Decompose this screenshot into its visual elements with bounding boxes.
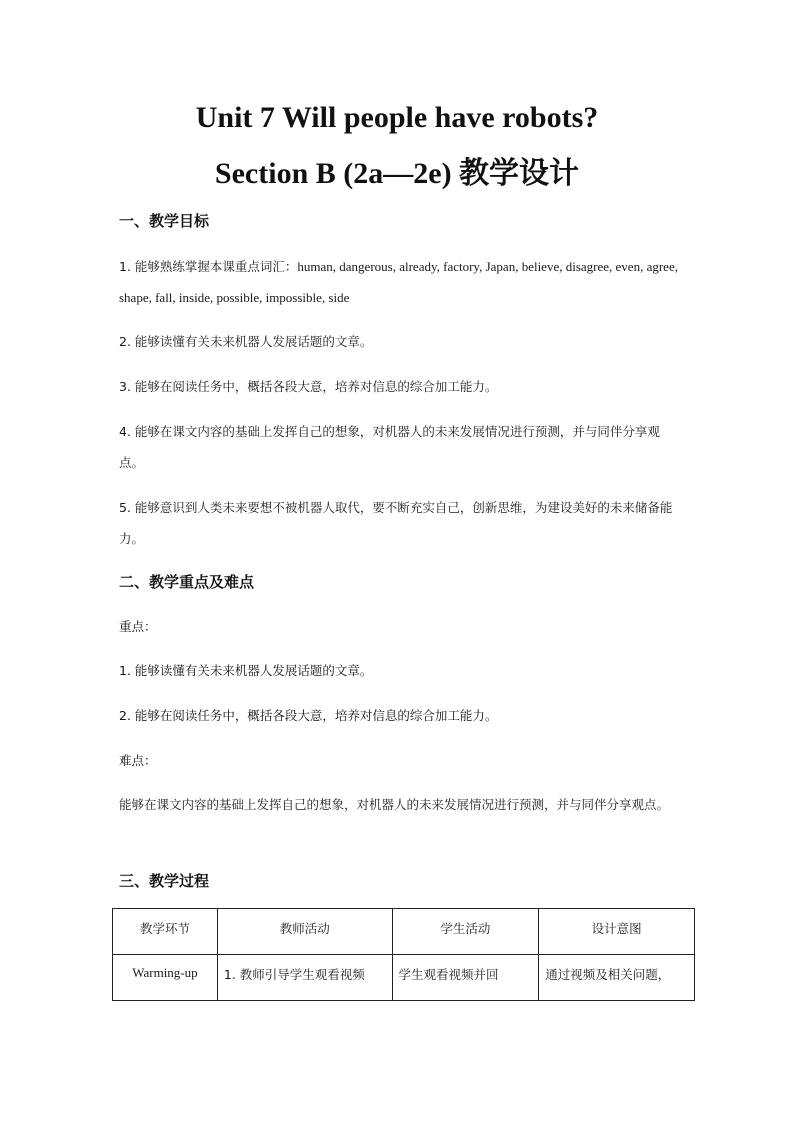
table-header-row: [113, 909, 695, 955]
objective-item-1-prefix: 1. 能够熟练掌握本课重点词汇：: [119, 259, 298, 274]
section-heading-process: 三、教学过程: [119, 872, 210, 890]
table-header-cell: 教学环节: [113, 909, 218, 955]
focus-label: 重点：: [119, 619, 157, 634]
objective-item-4: 4. 能够在课文内容的基础上发挥自己的想象，对机器人的未来发展情况进行预测，并与同伴分享观点。: [119, 424, 660, 470]
table-cell-student-activity: 学生观看视频并回: [392, 955, 539, 1001]
document-title: Unit 7 Will people have robots?: [195, 101, 599, 134]
teaching-process-table: [112, 908, 695, 1001]
section-heading-key-points: 二、教学重点及难点: [119, 573, 255, 591]
table-header-cell: 教师活动: [217, 909, 392, 955]
objective-item-3: 3. 能够在阅读任务中，概括各段大意，培养对信息的综合加工能力。: [119, 379, 498, 394]
table-row: [113, 955, 695, 1001]
table-cell-design-intent: 通过视频及相关问题，: [539, 955, 695, 1001]
table-header-cell: 学生活动: [392, 909, 539, 955]
objective-item-2: 2. 能够读懂有关未来机器人发展话题的文章。: [119, 334, 373, 349]
focus-item-1: 1. 能够读懂有关未来机器人发展话题的文章。: [119, 663, 373, 678]
difficulty-text: 能够在课文内容的基础上发挥自己的想象，对机器人的未来发展情况进行预测，并与同伴分享观点。: [119, 797, 670, 812]
objective-item-5: 5. 能够意识到人类未来要想不被机器人取代，要不断充实自己，创新思维，为建设美好的未来储备能力。: [119, 500, 673, 546]
objective-item-1-words: human, dangerous, already, factory, Japan, believe, disagree, even, agree, shape, fall, inside, possible, impossible, side: [119, 259, 678, 305]
difficulty-label: 难点：: [119, 753, 157, 768]
document-subtitle: Section B (2a—2e) 教学设计: [214, 157, 580, 190]
focus-item-2: 2. 能够在阅读任务中，概括各段大意，培养对信息的综合加工能力。: [119, 708, 498, 723]
objective-item-1: [119, 251, 679, 313]
section-heading-objectives: 一、教学目标: [119, 212, 210, 230]
table-cell-stage: Warming-up: [113, 955, 218, 1001]
table-header-cell: 设计意图: [539, 909, 695, 955]
table-cell-teacher-activity: 1. 教师引导学生观看视频: [217, 955, 392, 1001]
